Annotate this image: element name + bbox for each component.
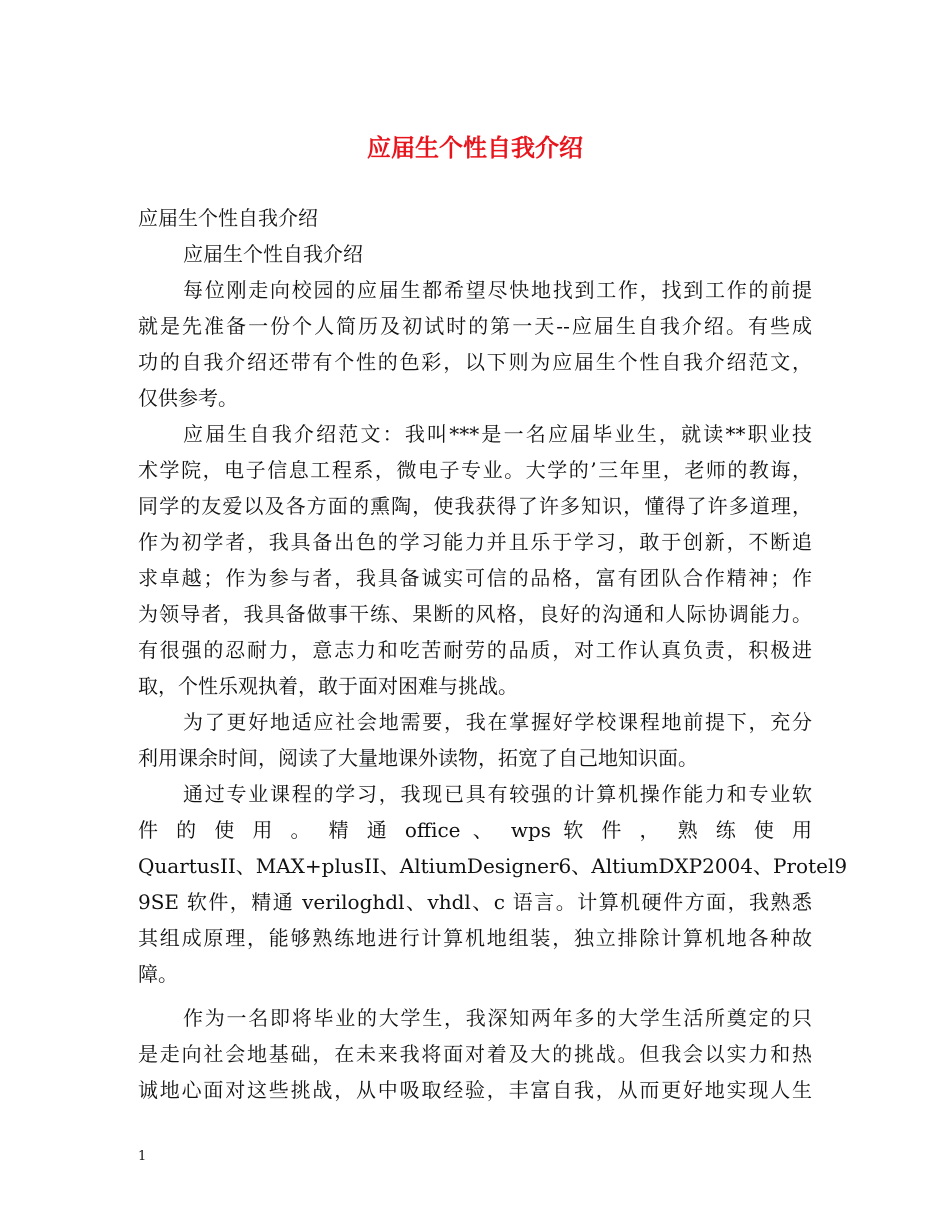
page-number: 1 — [138, 1149, 147, 1164]
paragraph-line: 功的自我介绍还带有个性的色彩，以下则为应届生个性自我介绍范文， — [138, 350, 812, 374]
paragraph-line: QuartusII、MAX+plusII、AltiumDesigner6、AltiumDXP2004、Protel9 — [138, 854, 848, 878]
paragraph-line: 障。 — [138, 962, 178, 986]
document-title: 应届生个性自我介绍 — [367, 133, 583, 162]
paragraph-line: 同学的友爱以及各方面的熏陶，使我获得了许多知识，懂得了许多道理， — [138, 494, 812, 518]
document-body — [138, 200, 848, 1108]
paragraph-line: 是走向社会地基础，在未来我将面对着及大的挑战。但我会以实力和热 — [138, 1042, 812, 1066]
paragraph-line: 9SE 软件，精通 veriloghdl、vhdl、c 语言。计算机硬件方面，我熟悉 — [138, 890, 812, 914]
paragraph-line: 就是先准备一份个人简历及初试时的第一天--应届生自我介绍。有些成 — [138, 314, 812, 338]
paragraph-line: 仅供参考。 — [138, 386, 238, 410]
paragraph-line: 诚地心面对这些挑战，从中吸取经验，丰富自我，从而更好地实现人生 — [138, 1078, 812, 1102]
heading-indented: 应届生个性自我介绍 — [183, 242, 363, 266]
paragraph-line: 应届生自我介绍范文：我叫***是一名应届毕业生，就读**职业技 — [183, 422, 812, 446]
paragraph-line: 为领导者，我具备做事干练、果断的风格，良好的沟通和人际协调能力。 — [138, 602, 812, 626]
paragraph-line: 为了更好地适应社会地需要，我在掌握好学校课程地前提下，充分 — [183, 710, 812, 734]
paragraph-line: 作为一名即将毕业的大学生，我深知两年多的大学生活所奠定的只 — [183, 1006, 812, 1030]
paragraph-line: 取，个性乐观执着，敢于面对困难与挑战。 — [138, 674, 518, 698]
paragraph-line: 每位刚走向校园的应届生都希望尽快地找到工作，找到工作的前提 — [183, 278, 812, 302]
paragraph-gap — [138, 992, 812, 1000]
paragraph-line: 术学院，电子信息工程系，微电子专业。大学的’三年里，老师的教诲， — [138, 458, 812, 482]
paragraph-line: 利用课余时间，阅读了大量地课外读物，拓宽了自己地知识面。 — [138, 746, 698, 770]
heading-plain: 应届生个性自我介绍 — [138, 206, 318, 230]
paragraph-line: 作为初学者，我具备出色的学习能力并且乐于学习，敢于创新，不断追 — [138, 530, 812, 554]
paragraph-line: 件 的 使 用 。 精 通 office 、 wps 软 件 ， 熟 练 使 用 — [138, 818, 812, 842]
paragraph-line: 有很强的忍耐力，意志力和吃苦耐劳的品质，对工作认真负责，积极进 — [138, 638, 812, 662]
paragraph-line: 其组成原理，能够熟练地进行计算机地组装，独立排除计算机地各种故 — [138, 926, 812, 950]
paragraph-line: 通过专业课程的学习，我现已具有较强的计算机操作能力和专业软 — [183, 782, 812, 806]
paragraph-line: 求卓越；作为参与者，我具备诚实可信的品格，富有团队合作精神；作 — [138, 566, 812, 590]
